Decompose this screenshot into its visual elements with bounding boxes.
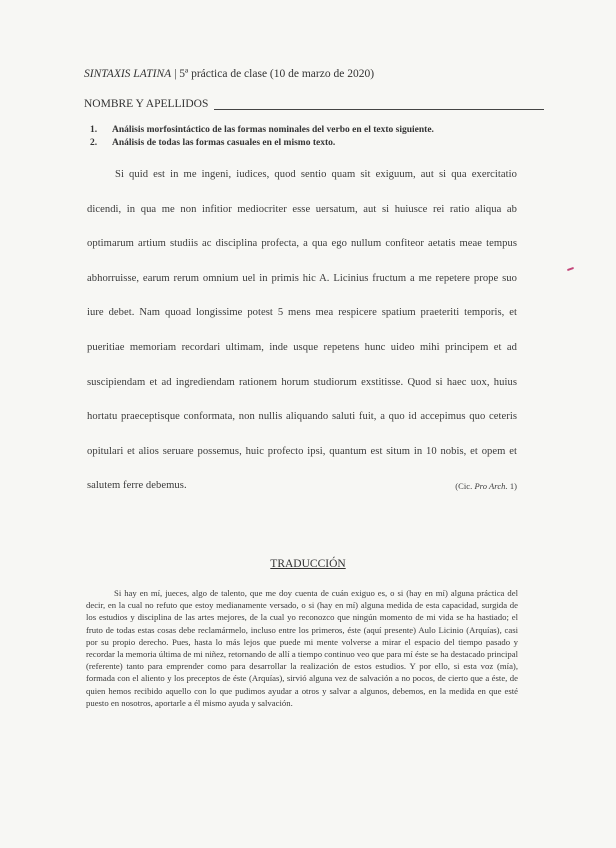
citation: [427, 469, 517, 504]
name-label: NOMBRE Y APELLIDOS: [84, 98, 209, 110]
citation-prefix: (Cic.: [455, 481, 475, 492]
instruction-text: Análisis de todas las formas casuales en el mismo texto.: [112, 138, 336, 148]
instruction-number: 2.: [90, 138, 98, 148]
citation-suffix: 1): [507, 481, 517, 492]
latin-passage: [87, 158, 517, 504]
exam-details: | 5ª práctica de clase (10 de marzo de 2020): [171, 68, 375, 80]
instruction-number: 1.: [90, 125, 98, 135]
instruction-item: [90, 137, 530, 150]
instruction-item: [90, 124, 530, 137]
citation-work: Pro Arch.: [474, 481, 508, 492]
course-title: SINTAXIS LATINA: [84, 68, 172, 80]
pen-mark: [567, 267, 574, 271]
name-blank-line: [214, 99, 544, 110]
latin-text: Si quid est in me ingeni, iudices, quod sentio quam sit exiguum, aut si qua exercitatio dicendi, in qua me non infitior mediocriter esse uersatum, aut si huiusce rei ratio aliqua ab optimarum artium studiis ac disciplina profecta, a qua ego nullum confiteor aetatis meae tempus abhorruisse, earum rerum omnium uel in primis hic A. Licinius fructum a me repetere prope suo iure debet. Nam quoad longissime potest 5 mens mea respicere spatium praeteriti temporis, et pueritiae memoriam recordari ultimam, inde usque repetens hunc uideo mihi principem et ad suscipiendam et ad ingrediendam rationem horum studiorum exstitisse. Quod si haec uox, huius hortatu praeceptisque conformata, non nullis aliquando saluti fuit, a quo id accepimus quo ceteris opitulari et alios seruare possemus, huic profecto ipsi, quantum est situm in 10 nobis, et opem et salutem ferre debemus.: [87, 169, 517, 492]
instructions-list: [90, 124, 530, 150]
translation-text: Si hay en mí, jueces, algo de talento, que me doy cuenta de cuán exiguo es, o si (hay en mí) alguna práctica del decir, en la cual no refuto que estoy medianamente versado, o si (hay en mí) alguna medida de esta capacidad, surgida de los estudios y disciplina de las artes mejores, de la cual yo reconozco que ningún momento de mi vida se ha hastiado; el fruto de todas estas cosas debe reclamármelo, incluso entre los primeros, éste (aquí presente) Aulo Licinio (Arquías), casi por su propio derecho. Pues, hasta lo más lejos que puede mi mente volverse a mirar el espacio del tiempo pasado y recordar la memoria última de mi niñez, retornando de allí a tiempo continuo veo que para mí éste se ha destacado principal (referente) tanto para emprender como para desarrollar la realización de estos estudios. Y por ello, si esta voz (mía), formada con el aliento y los preceptos de éste (Arquías), sirvió alguna vez de salvación a no pocos, de cierto que a éste, de quien hemos recibido aquello con lo que pudimos ayudar a otros y salvar a algunos, debemos, en la medida en que esté puesto en nosotros, aportarle a él mismo ayuda y salvación.: [86, 588, 518, 708]
translation-heading: [0, 558, 616, 570]
translation-title: TRADUCCIÓN: [270, 558, 346, 570]
exam-header: [84, 68, 544, 80]
instruction-text: Análisis morfosintáctico de las formas nominales del verbo en el texto siguiente.: [112, 125, 434, 135]
translation-passage: [86, 587, 518, 709]
name-field: [84, 98, 544, 110]
